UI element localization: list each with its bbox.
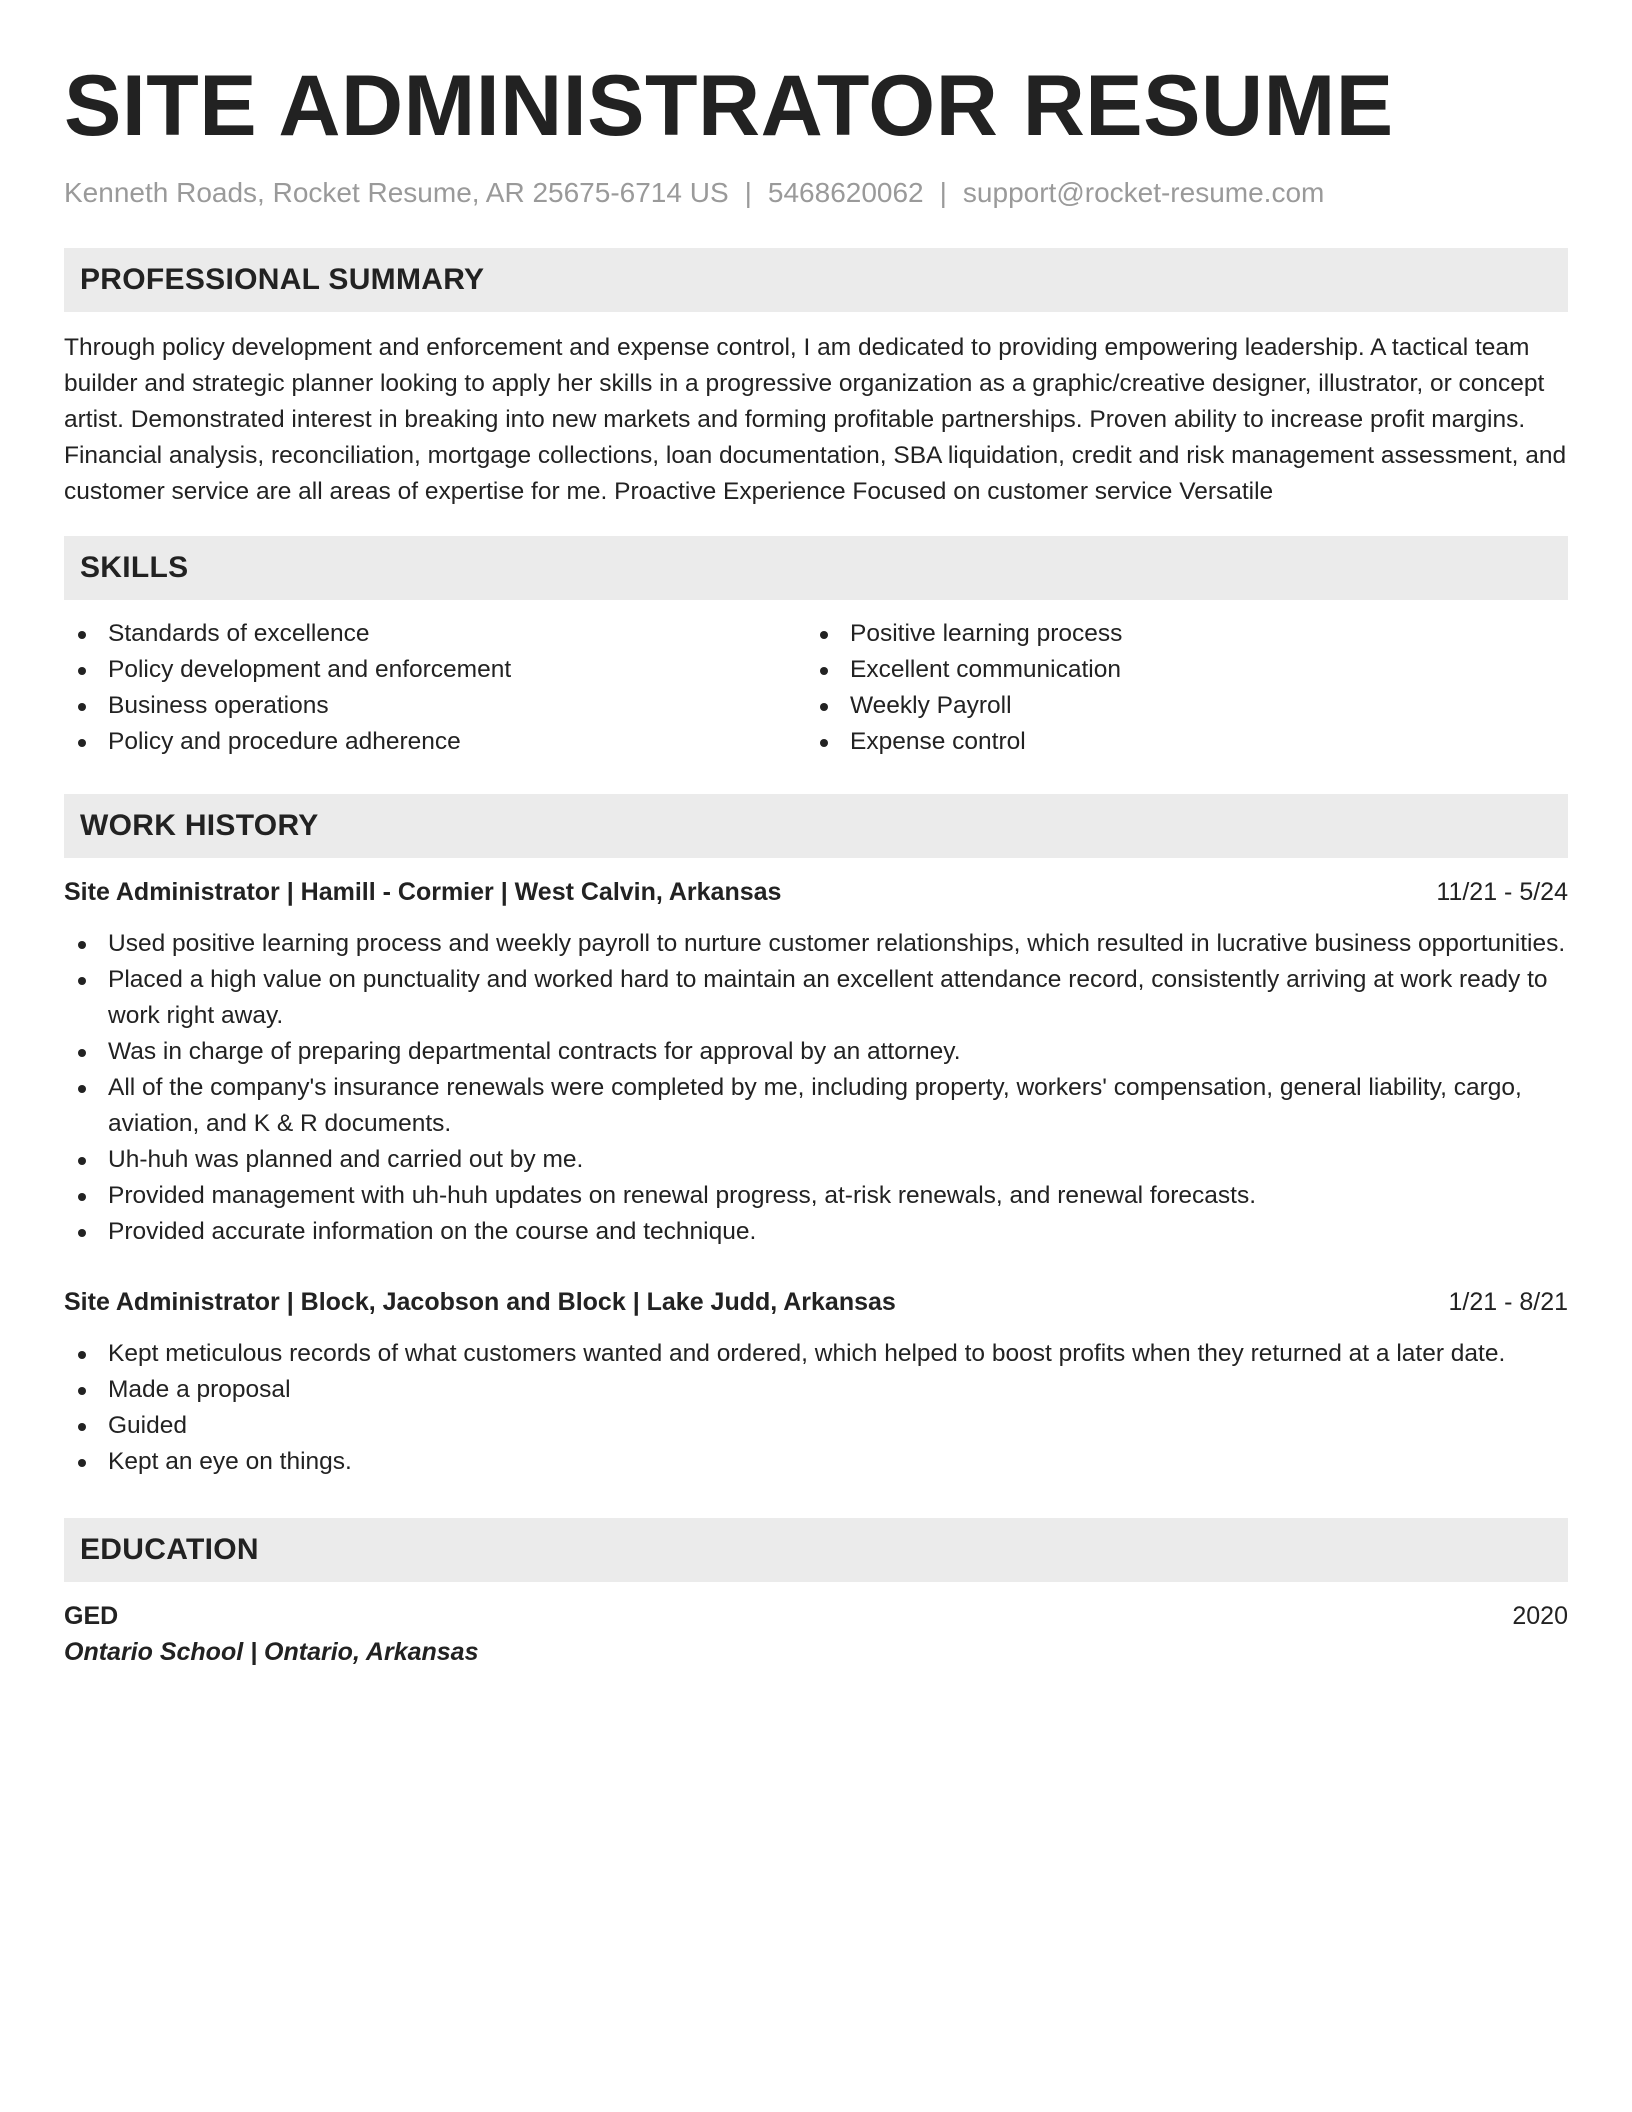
job-entry [64,1284,1568,1480]
contact-separator: | [939,177,947,208]
section-header-education: EDUCATION [64,1518,1568,1582]
skill-item: Policy development and enforcement [64,652,806,688]
job-header [64,874,1568,910]
skill-item: Expense control [806,724,1548,760]
job-bullet: All of the company's insurance renewals were completed by me, including property, workers' compensation, general liability, cargo, aviation, and K & R documents. [64,1070,1568,1142]
contact-separator: | [744,177,752,208]
skills-left-column [64,616,806,760]
summary-text: Through policy development and enforcement and expense control, I am dedicated to providing empowering leadership. A tactical team builder and strategic planner looking to apply her skills in a progressive organization as a graphic/creative designer, illustrator, or concept artist. Demonstrated interest in breaking into new markets and forming profitable partnerships. Proven ability to increase profit margins. Financial analysis, reconciliation, mortgage collections, loan documentation, SBA liquidation, credit and risk management assessment, and customer service are all areas of expertise for me. Proactive Experience Focused on customer service Versatile [64,334,1567,505]
job-bullets [64,1336,1568,1480]
education-year: 2020 [1512,1602,1568,1630]
job-entry [64,874,1568,1250]
education-degree: GED [64,1602,119,1630]
contact-email: support@rocket-resume.com [962,177,1325,208]
contact-address: Kenneth Roads, Rocket Resume, AR 25675-6714 US [64,177,729,208]
section-header-summary: PROFESSIONAL SUMMARY [64,248,1568,312]
job-bullet: Uh-huh was planned and carried out by me. [64,1142,1568,1178]
job-title: Site Administrator | Hamill - Cormier | West Calvin, Arkansas [64,878,782,906]
skill-item: Weekly Payroll [806,688,1548,724]
job-bullet: Kept an eye on things. [64,1444,1568,1480]
skill-item: Standards of excellence [64,616,806,652]
education-entry [64,1598,1568,1670]
skills-right-column [806,616,1548,760]
section-header-work: WORK HISTORY [64,794,1568,858]
education-header [64,1598,1568,1634]
contact-phone: 5468620062 [767,177,924,208]
skills-grid [64,616,1568,760]
job-bullet: Kept meticulous records of what customers wanted and ordered, which helped to boost profits when they returned at a later date. [64,1336,1568,1372]
job-bullets [64,926,1568,1250]
job-bullet: Used positive learning process and weekly payroll to nurture customer relationships, which resulted in lucrative business opportunities. [64,926,1568,962]
skill-item: Policy and procedure adherence [64,724,806,760]
skill-item: Business operations [64,688,806,724]
job-dates: 11/21 - 5/24 [1436,878,1568,906]
job-bullet: Made a proposal [64,1372,1568,1408]
skill-item: Positive learning process [806,616,1548,652]
job-bullet: Provided accurate information on the course and technique. [64,1214,1568,1250]
resume-title: SITE ADMINISTRATOR RESUME [64,58,1394,154]
job-bullet: Placed a high value on punctuality and worked hard to maintain an excellent attendance record, consistently arriving at work ready to work right away. [64,962,1568,1034]
job-dates: 1/21 - 8/21 [1448,1288,1568,1316]
job-bullet: Guided [64,1408,1568,1444]
section-header-skills: SKILLS [64,536,1568,600]
job-title: Site Administrator | Block, Jacobson and Block | Lake Judd, Arkansas [64,1288,896,1316]
job-bullet: Provided management with uh-huh updates on renewal progress, at-risk renewals, and renewal forecasts. [64,1178,1568,1214]
job-bullet: Was in charge of preparing departmental contracts for approval by an attorney. [64,1034,1568,1070]
education-school: Ontario School | Ontario, Arkansas [64,1638,479,1666]
contact-line [64,176,1568,210]
job-header [64,1284,1568,1320]
skill-item: Excellent communication [806,652,1548,688]
